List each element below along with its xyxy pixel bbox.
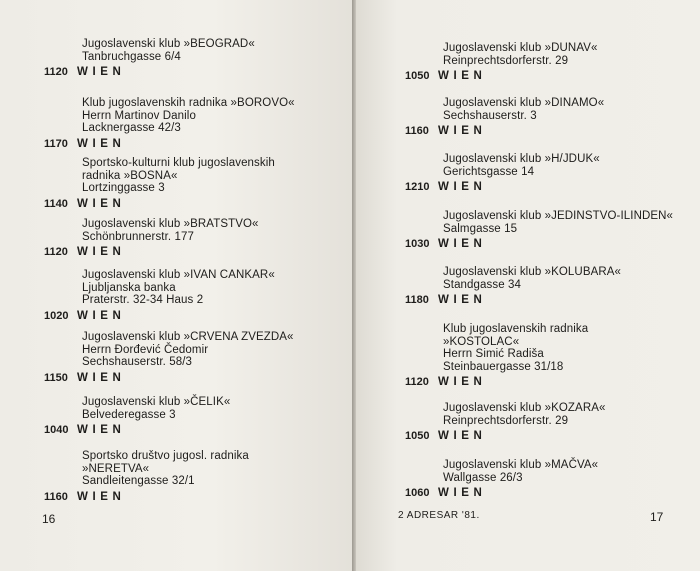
address-line: Standgasse 34	[443, 278, 522, 291]
address-line: Lortzinggasse 3	[82, 182, 165, 194]
city-name: WIEN	[438, 294, 487, 306]
address-line: Gerichtsgasse 14	[443, 165, 535, 178]
address-line: Steinbauergasse 31/18	[443, 360, 564, 373]
postal-code: 1120	[405, 376, 429, 388]
postal-row	[405, 429, 606, 443]
club-name-line: Jugoslavenski klub »IVAN CANKAR«	[82, 269, 275, 281]
postal-row	[44, 423, 230, 437]
city-name: WIEN	[438, 181, 487, 193]
postal-row	[405, 69, 598, 83]
address-line: »KOSTOLAC«	[443, 335, 520, 348]
address-entry	[405, 323, 589, 389]
city-name: WIEN	[438, 376, 487, 388]
postal-row	[44, 245, 259, 259]
postal-row	[405, 237, 673, 251]
city-name: WIEN	[438, 487, 487, 499]
postal-code: 1060	[405, 487, 430, 499]
address-entry	[44, 97, 295, 151]
postal-row	[405, 293, 621, 307]
postal-row	[44, 65, 255, 79]
city-name: WIEN	[438, 125, 487, 137]
club-name-line: Jugoslavenski klub »BRATSTVO«	[82, 218, 259, 230]
club-name-line: Jugoslavenski klub »KOZARA«	[443, 402, 606, 414]
address-line: Reinprechtsdorferstr. 29	[443, 54, 569, 67]
club-name-line: Jugoslavenski klub »DUNAV«	[443, 42, 598, 54]
postal-row	[405, 180, 600, 194]
address-entry	[44, 396, 231, 437]
club-name-line: Jugoslavenski klub »KOLUBARA«	[443, 266, 622, 278]
postal-code: 1050	[405, 430, 430, 442]
club-name-line: Jugoslavenski klub »H/JDUK«	[443, 153, 600, 165]
address-line: »NERETVA«	[82, 462, 150, 475]
address-line: radnika »BOSNA«	[82, 169, 178, 182]
left-page-number: 16	[42, 512, 56, 526]
club-name-line: Klub jugoslavenskih radnika	[443, 323, 589, 335]
address-line: Herrn Martinov Danilo	[82, 109, 196, 122]
address-line: Lacknergasse 42/3	[82, 122, 181, 134]
address-line: Herrn Đorđević Čedomir	[82, 343, 209, 356]
postal-code: 1120	[44, 246, 68, 258]
address-entry	[405, 266, 622, 307]
postal-code: 1030	[405, 238, 430, 250]
postal-code: 1050	[405, 70, 430, 82]
city-name: WIEN	[77, 197, 126, 210]
postal-row	[405, 486, 598, 500]
postal-code: 1160	[405, 125, 429, 137]
address-entry	[405, 42, 598, 83]
postal-code: 1170	[44, 137, 68, 150]
city-name: WIEN	[77, 424, 126, 436]
address-entry	[44, 269, 275, 323]
postal-code: 1020	[44, 309, 69, 322]
city-name: WIEN	[77, 490, 126, 503]
postal-row	[44, 137, 295, 151]
address-entry	[405, 459, 599, 500]
address-line: Sechshauserstr. 58/3	[82, 356, 193, 368]
postal-code: 1180	[405, 294, 429, 306]
city-name: WIEN	[77, 246, 126, 258]
address-entry	[44, 331, 294, 385]
address-line: Belvederegasse 3	[82, 408, 176, 421]
address-entry	[44, 218, 259, 259]
postal-code: 1210	[405, 181, 430, 193]
city-name: WIEN	[438, 430, 487, 442]
address-entry	[405, 402, 606, 443]
right-page-number: 17	[650, 510, 664, 524]
postal-code: 1120	[44, 66, 68, 78]
postal-row	[44, 371, 294, 385]
address-line: Herrn Simić Radiša	[443, 348, 544, 360]
club-name-line: Jugoslavenski klub »DINAMO«	[443, 97, 605, 109]
city-name: WIEN	[77, 137, 126, 150]
club-name-line: Klub jugoslavenskih radnika »BOROVO«	[82, 97, 295, 109]
address-line: Reinprechtsdorferstr. 29	[443, 414, 569, 427]
address-line: Sechshauserstr. 3	[443, 109, 537, 122]
postal-code: 1040	[44, 424, 69, 436]
address-entry	[405, 210, 674, 251]
postal-code: 1150	[44, 371, 68, 384]
postal-code: 1160	[44, 490, 68, 503]
address-entry	[405, 97, 605, 138]
address-entry	[44, 157, 275, 211]
address-entry	[44, 38, 255, 79]
city-name: WIEN	[77, 371, 126, 384]
right-page	[356, 0, 700, 571]
postal-row	[44, 309, 275, 323]
club-name-line: Sportsko društvo jugosl. radnika	[82, 450, 249, 462]
postal-row	[44, 490, 249, 504]
club-name-line: Jugoslavenski klub »ČELIK«	[82, 396, 231, 408]
club-name-line: Jugoslavenski klub »CRVENA ZVEZDA«	[82, 331, 294, 343]
club-name-line: Jugoslavenski klub »MAČVA«	[443, 459, 599, 471]
address-line: Sandleitengasse 32/1	[82, 475, 195, 487]
address-line: Praterstr. 32-34 Haus 2	[82, 294, 204, 306]
address-entry	[405, 153, 600, 194]
city-name: WIEN	[77, 66, 126, 78]
club-name-line: Jugoslavenski klub »JEDINSTVO-ILINDEN«	[443, 210, 674, 222]
city-name: WIEN	[438, 238, 487, 250]
city-name: WIEN	[77, 309, 126, 322]
postal-row	[405, 124, 604, 138]
address-entry	[44, 450, 249, 504]
address-line: Wallgasse 26/3	[443, 471, 523, 484]
address-line: Ljubljanska banka	[82, 281, 176, 294]
club-name-line: Jugoslavenski klub »BEOGRAD«	[82, 38, 255, 50]
city-name: WIEN	[438, 70, 487, 82]
club-name-line: Sportsko-kulturni klub jugoslavenskih	[82, 157, 275, 169]
address-line: Tanbruchgasse 6/4	[82, 50, 181, 63]
postal-row	[405, 375, 588, 389]
postal-code: 1140	[44, 197, 68, 210]
address-line: Salmgasse 15	[443, 222, 518, 235]
address-line: Schönbrunnerstr. 177	[82, 230, 194, 243]
footer-signature: 2 ADRESAR '81.	[398, 510, 480, 521]
postal-row	[44, 197, 275, 211]
